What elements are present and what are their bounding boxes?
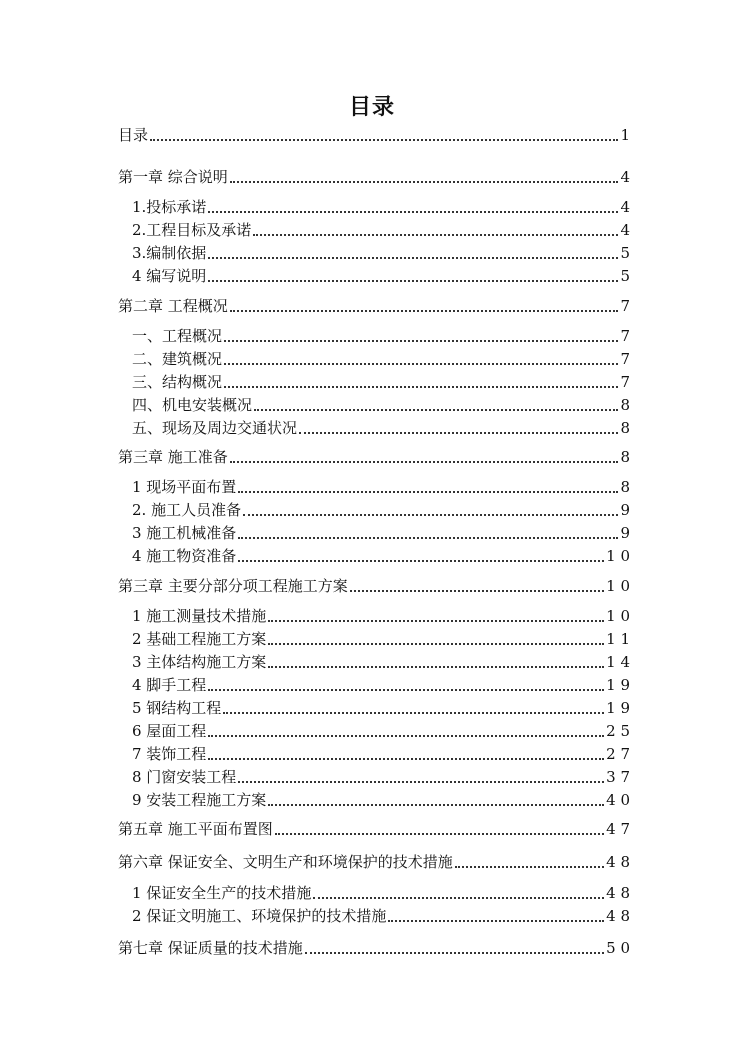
dot-leader [208, 243, 618, 259]
toc-entry[interactable] [118, 125, 630, 145]
toc-entry-page: 8 [620, 448, 630, 466]
dot-leader [305, 938, 604, 954]
toc-entry-page: 4 [620, 221, 630, 239]
toc-entry-label: 1 现场平面布置 [132, 478, 237, 496]
toc-entry-page: 7 [620, 350, 630, 368]
toc-entry-label: 3.编制依据 [132, 244, 207, 262]
toc-entry-label: 第五章 施工平面布置图 [118, 820, 273, 838]
toc-entry[interactable] [132, 197, 630, 217]
toc-entry[interactable] [118, 447, 630, 467]
toc-entry-label: 4 施工物资准备 [132, 547, 237, 565]
toc-entry-page: 1 9 [606, 676, 630, 694]
toc-entry-page: 4 [620, 168, 630, 186]
toc-entry-label: 第七章 保证质量的技术措施 [118, 939, 303, 957]
dot-leader [224, 326, 618, 342]
toc-entry-label: 1 保证安全生产的技术措施 [132, 884, 312, 902]
toc-entry[interactable] [118, 852, 630, 872]
toc-entry-label: 6 屋面工程 [132, 722, 207, 740]
toc-entry-page: 8 [620, 396, 630, 414]
toc-entry-label: 五、现场及周边交通状况 [132, 419, 298, 437]
toc-entry-page: 7 [620, 373, 630, 391]
toc-entry[interactable] [132, 790, 630, 810]
dot-leader [223, 698, 604, 714]
toc-entry[interactable] [132, 652, 630, 672]
toc-entry-label: 一、工程概况 [132, 327, 223, 345]
toc-entry-page: 8 [620, 419, 630, 437]
dot-leader [254, 395, 618, 411]
dot-leader [268, 790, 604, 806]
toc-entry-label: 8 门窗安装工程 [132, 768, 237, 786]
dot-leader [238, 767, 604, 783]
dot-leader [313, 883, 604, 899]
toc-entry-page: 4 8 [606, 907, 630, 925]
toc-entry[interactable] [132, 744, 630, 764]
toc-entry[interactable] [132, 675, 630, 695]
toc-entry[interactable] [118, 576, 630, 596]
dot-leader [238, 477, 618, 493]
toc-entry-label: 三、结构概况 [132, 373, 223, 391]
toc-entry[interactable] [132, 326, 630, 346]
toc-entry-label: 4 脚手工程 [132, 676, 207, 694]
toc-entry[interactable] [132, 883, 630, 903]
toc-entry[interactable] [132, 906, 630, 926]
dot-leader [268, 629, 604, 645]
toc-entry[interactable] [132, 629, 630, 649]
toc-entry-label: 2 保证文明施工、环境保护的技术措施 [132, 907, 387, 925]
toc-entry[interactable] [132, 220, 630, 240]
toc-entry-page: 4 8 [606, 853, 630, 871]
toc-entry-page: 4 0 [606, 791, 630, 809]
toc-entry-page: 1 4 [606, 653, 630, 671]
toc-entry-page: 5 0 [606, 939, 630, 957]
toc-entry-label: 第三章 施工准备 [118, 448, 228, 466]
toc-entry-label: 7 装饰工程 [132, 745, 207, 763]
toc-entry-page: 1 0 [606, 547, 630, 565]
toc-entry-page: 9 [620, 501, 630, 519]
dot-leader [388, 906, 604, 922]
toc-entry[interactable] [132, 500, 630, 520]
dot-leader [150, 125, 618, 141]
toc-entry-page: 4 8 [606, 884, 630, 902]
dot-leader [243, 500, 618, 516]
toc-entry[interactable] [118, 167, 630, 187]
dot-leader [230, 447, 619, 463]
toc-entry[interactable] [118, 819, 630, 839]
toc-entry-label: 2. 施工人员准备 [132, 501, 242, 519]
toc-entry[interactable] [132, 698, 630, 718]
dot-leader [208, 675, 604, 691]
toc-entry[interactable] [118, 296, 630, 316]
toc-entry-page: 8 [620, 478, 630, 496]
dot-leader [350, 576, 604, 592]
toc-entry[interactable] [118, 938, 630, 958]
page-title: 目录 [348, 94, 395, 120]
toc-entry-page: 7 [620, 297, 630, 315]
toc-entry[interactable] [132, 721, 630, 741]
toc-entry-label: 二、建筑概况 [132, 350, 223, 368]
dot-leader [224, 349, 618, 365]
toc-entry[interactable] [132, 418, 630, 438]
toc-entry-page: 2 5 [606, 722, 630, 740]
dot-leader [253, 220, 618, 236]
dot-leader [208, 197, 618, 213]
toc-entry[interactable] [132, 767, 630, 787]
toc-entry[interactable] [132, 546, 630, 566]
toc-entry-label: 9 安装工程施工方案 [132, 791, 267, 809]
dot-leader [455, 852, 604, 868]
dot-leader [268, 606, 604, 622]
toc-entry[interactable] [132, 266, 630, 286]
toc-entry-page: 4 7 [606, 820, 630, 838]
toc-entry-page: 7 [620, 327, 630, 345]
toc-entry-page: 5 [620, 244, 630, 262]
toc-entry-label: 1.投标承诺 [132, 198, 207, 216]
toc-entry-page: 1 9 [606, 699, 630, 717]
toc-entry-label: 5 钢结构工程 [132, 699, 222, 717]
toc-entry-label: 目录 [118, 126, 149, 144]
dot-leader [208, 721, 604, 737]
toc-entry-page: 4 [620, 198, 630, 216]
toc-entry-page: 1 0 [606, 607, 630, 625]
dot-leader [224, 372, 618, 388]
toc-entry-label: 四、机电安装概况 [132, 396, 253, 414]
toc-entry[interactable] [132, 243, 630, 263]
toc-entry-label: 第二章 工程概况 [118, 297, 228, 315]
dot-leader [238, 523, 618, 539]
toc-entry-label: 4 编写说明 [132, 267, 207, 285]
toc-entry-page: 2 7 [606, 745, 630, 763]
toc-entry-page: 3 7 [606, 768, 630, 786]
toc-entry-label: 2 基础工程施工方案 [132, 630, 267, 648]
dot-leader [275, 819, 604, 835]
toc-entry-label: 第三章 主要分部分项工程施工方案 [118, 577, 348, 595]
toc-entry[interactable] [132, 477, 630, 497]
toc-entry-page: 1 1 [606, 630, 630, 648]
toc-entry[interactable] [132, 523, 630, 543]
toc-entry[interactable] [132, 606, 630, 626]
dot-leader [268, 652, 604, 668]
toc-entry-label: 1 施工测量技术措施 [132, 607, 267, 625]
dot-leader [230, 296, 619, 312]
toc-entry-page: 1 0 [606, 577, 630, 595]
toc-entry[interactable] [132, 395, 630, 415]
toc-entry-label: 2.工程目标及承诺 [132, 221, 252, 239]
dot-leader [299, 418, 618, 434]
dot-leader [238, 546, 604, 562]
toc-entry-page: 1 [620, 126, 630, 144]
toc-entry-label: 3 主体结构施工方案 [132, 653, 267, 671]
toc-entry-label: 第六章 保证安全、文明生产和环境保护的技术措施 [118, 853, 453, 871]
dot-leader [230, 167, 619, 183]
toc-entry-label: 3 施工机械准备 [132, 524, 237, 542]
dot-leader [208, 266, 618, 282]
dot-leader [208, 744, 604, 760]
toc-entry-page: 5 [620, 267, 630, 285]
toc-entry-page: 9 [620, 524, 630, 542]
toc-entry[interactable] [132, 349, 630, 369]
toc-entry-label: 第一章 综合说明 [118, 168, 228, 186]
toc-entry[interactable] [132, 372, 630, 392]
